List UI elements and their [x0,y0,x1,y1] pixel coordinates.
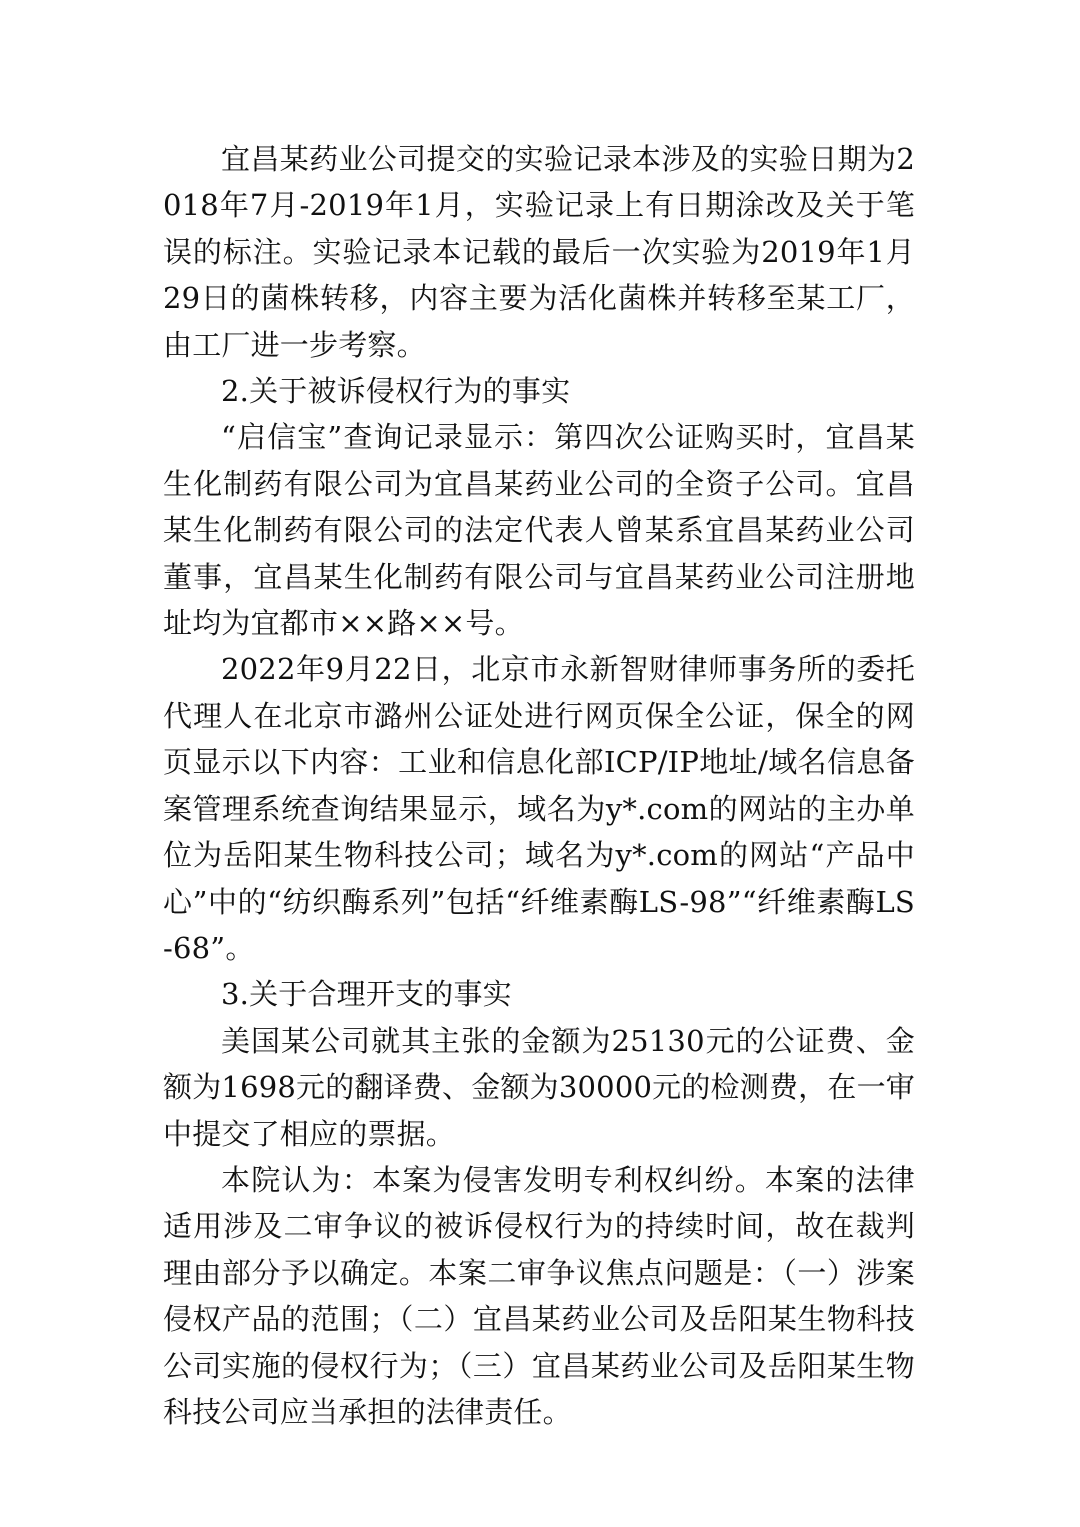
section-heading-reasonable-expenses: 3.关于合理开支的事实 [221,977,512,1012]
paragraph-web-notarization: 2022年9月22日，北京市永新智财律师事务所的委托代理人在北京市潞州公证处进行网页保全公证，保全的网页显示以下内容：工业和信息化部ICP/IP地址/域名信息备案管理系统查询结果显示，域名为y*.com的网站的主办单位为岳阳某生物科技公司；域名为y*.com的网站“产品中心”中的“纺织酶系列”包括“纤维素酶LS-98”“纤维素酶LS-68”。 [163,652,915,965]
paragraph-court-opinion: 本院认为：本案为侵害发明专利权纠纷。本案的法律适用涉及二审争议的被诉侵权行为的持续时间，故在裁判理由部分予以确定。本案二审争议焦点问题是：（一）涉案侵权产品的范围；（二）宜昌某药业公司及岳阳某生物科技公司实施的侵权行为；（三）宜昌某药业公司及岳阳某生物科技公司应当承担的法律责任。 [163,1162,915,1429]
paragraph-qixinbao-records: “启信宝”查询记录显示：第四次公证购买时，宜昌某生化制药有限公司为宜昌某药业公司的全资子公司。宜昌某生化制药有限公司的法定代表人曾某系宜昌某药业公司董事，宜昌某生化制药有限公司与宜昌某药业公司注册地址均为宜都市××路××号。 [163,420,915,641]
paragraph-expenses: 美国某公司就其主张的金额为25130元的公证费、金额为1698元的翻译费、金额为30000元的检测费，在一审中提交了相应的票据。 [163,1023,915,1151]
document-body [163,136,915,1435]
section-heading-infringement-facts: 2.关于被诉侵权行为的事实 [221,374,571,409]
paragraph-experiment-records: 宜昌某药业公司提交的实验记录本涉及的实验日期为2018年7月-2019年1月，实验记录上有日期涂改及关于笔误的标注。实验记录本记载的最后一次实验为2019年1月29日的菌株转移，内容主要为活化菌株并转移至某工厂，由工厂进一步考察。 [163,142,915,362]
